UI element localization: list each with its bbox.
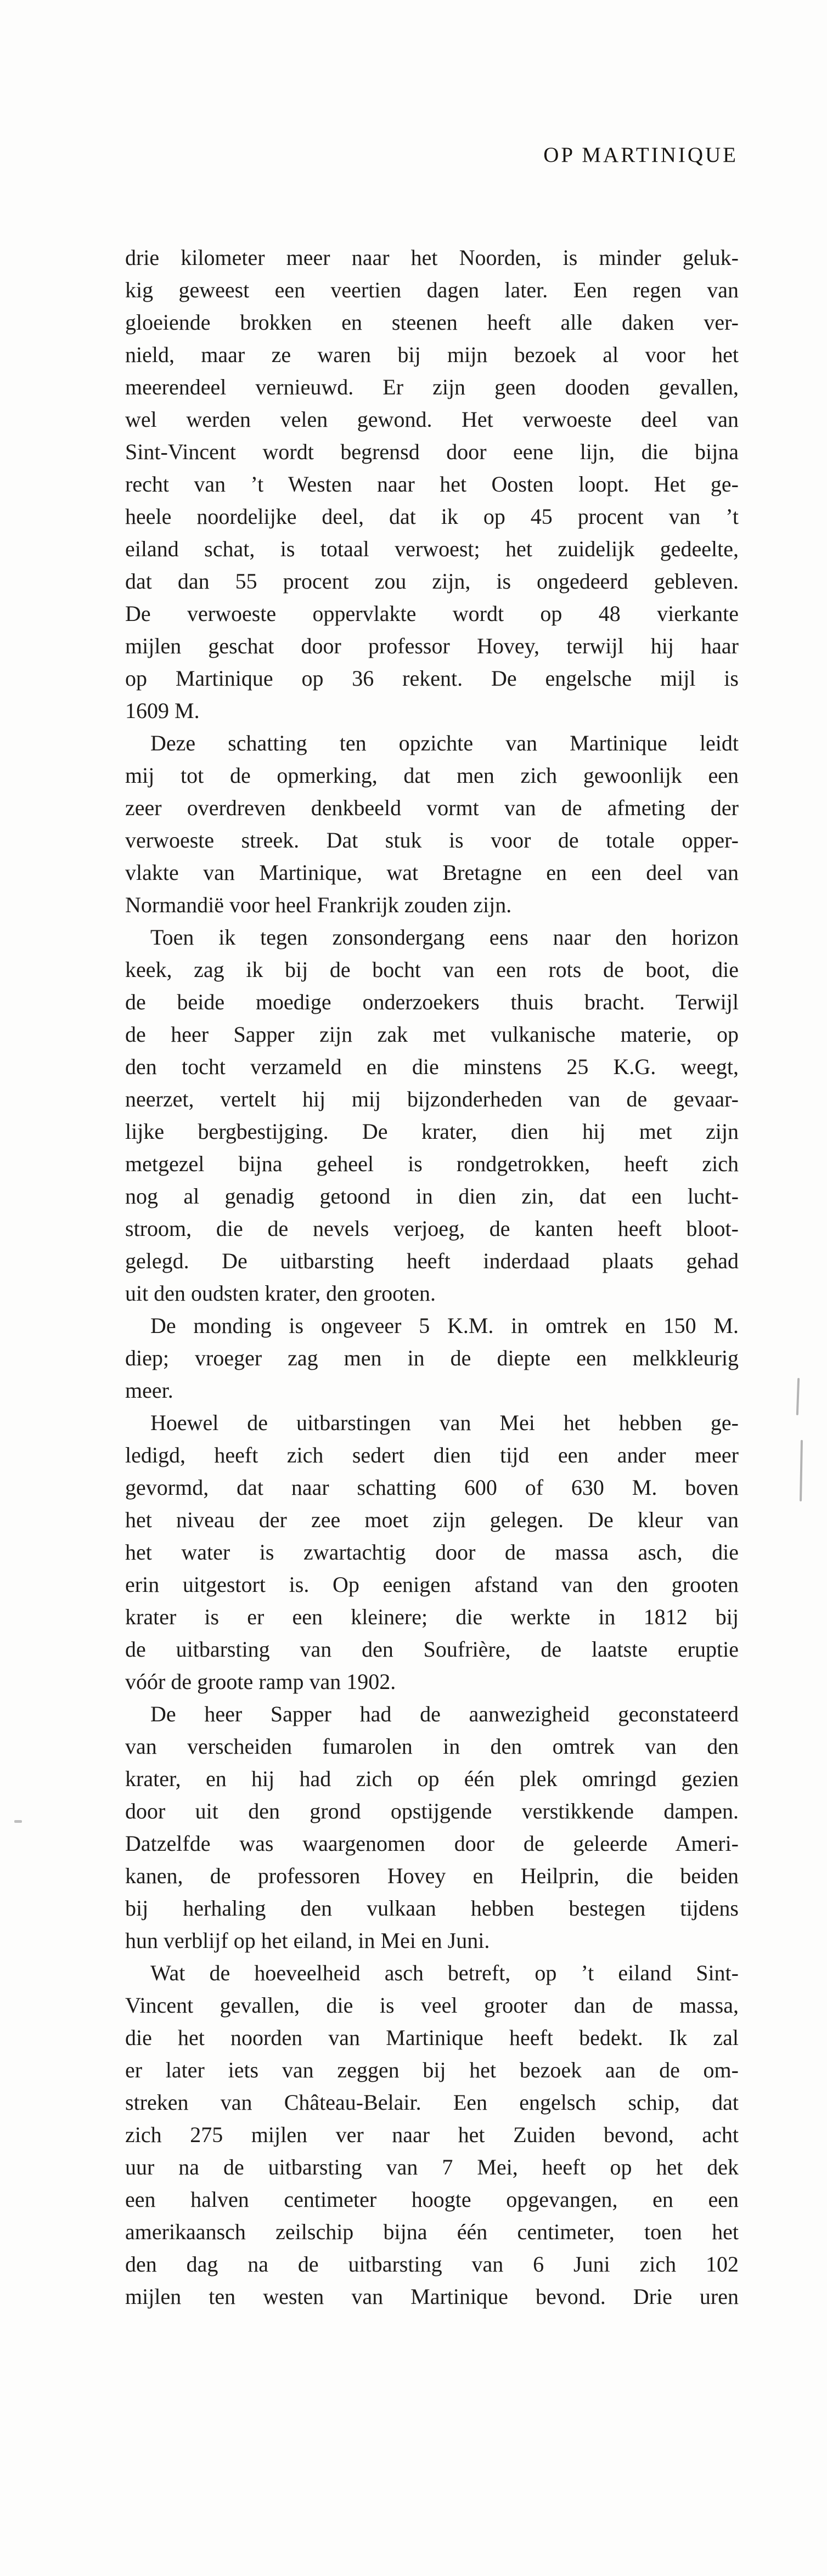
text-line: meer. [125,1378,173,1403]
text-line: De heer Sapper had de aanwezigheid geconstateerd [150,1702,739,1726]
text-line: Wat de hoeveelheid asch betreft, op ’t eiland Sint- [150,1961,739,1985]
text-line: dat dan 55 procent zou zijn, is ongedeerd gebleven. [125,569,739,594]
text-line: kanen, de professoren Hovey en Heilprin, die beiden [125,1863,739,1888]
text-line: mijlen geschat door professor Hovey, terwijl hij haar [125,634,739,658]
text-line: op Martinique op 36 rekent. De engelsche mijl is [125,666,739,691]
text-line: Toen ik tegen zonsondergang eens naar den horizon [150,925,739,950]
margin-pencil-mark [796,1378,800,1415]
text-line: De monding is ongeveer 5 K.M. in omtrek en 150 M. [150,1313,739,1338]
text-line: hun verblijf op het eiland, in Mei en Juni. [125,1928,490,1953]
text-line: het water is zwartachtig door de massa asch, die [125,1540,739,1564]
paragraph [125,1698,739,1957]
paragraph [125,921,739,1309]
text-line: streken van Château-Belair. Een engelsch schip, dat [125,2090,739,2115]
text-line: Normandië voor heel Frankrijk zouden zijn. [125,892,512,917]
paragraph [125,1406,739,1698]
paragraph [125,1309,739,1406]
margin-pencil-dash [14,1820,22,1823]
text-line: van verscheiden fumarolen in den omtrek van den [125,1734,739,1759]
text-line: nield, maar ze waren bij mijn bezoek al voor het [125,342,739,367]
text-line: die het noorden van Martinique heeft bedekt. Ik zal [125,2025,739,2050]
text-line: bij herhaling den vulkaan hebben bestegen tijdens [125,1896,739,1920]
text-line: nog al genadig getoond in dien zin, dat een lucht- [125,1184,739,1208]
text-line: Deze schatting ten opzichte van Martinique leidt [150,731,739,755]
text-line: vóór de groote ramp van 1902. [125,1669,396,1694]
text-line: 1609 M. [125,698,200,723]
paragraph [125,1957,739,2313]
text-line: door uit den grond opstijgende verstikkende dampen. [125,1799,739,1823]
paragraph [125,241,739,727]
text-line: gloeiende brokken en steenen heeft alle daken ver- [125,310,739,335]
paragraph [125,727,739,921]
text-line: kig geweest een veertien dagen later. Een regen van [125,278,739,302]
text-line: vlakte van Martinique, wat Bretagne en een deel van [125,860,739,885]
text-line: krater, en hij had zich op één plek omringd gezien [125,1766,739,1791]
text-line: verwoeste streek. Dat stuk is voor de totale opper- [125,828,739,852]
text-line: er later iets van zeggen bij het bezoek aan de om- [125,2058,739,2082]
text-line: meerendeel vernieuwd. Er zijn geen dooden gevallen, [125,375,739,399]
text-line: De verwoeste oppervlakte wordt op 48 vierkante [125,601,739,626]
text-line: lijke bergbestijging. De krater, dien hij met zijn [125,1119,739,1144]
text-line: uit den oudsten krater, den grooten. [125,1281,436,1306]
text-line: krater is er een kleinere; die werkte in 1812 bij [125,1605,739,1629]
text-line: amerikaansch zeilschip bijna één centimeter, toen het [125,2219,739,2244]
text-line: zeer overdreven denkbeeld vormt van de afmeting der [125,795,739,820]
text-line: de uitbarsting van den Soufrière, de laatste eruptie [125,1637,739,1662]
text-body [125,241,739,2313]
text-line: gevormd, dat naar schatting 600 of 630 M. boven [125,1475,739,1500]
text-line: erin uitgestort is. Op eenigen afstand van den grooten [125,1572,739,1597]
text-line: recht van ’t Westen naar het Oosten loopt. Het ge- [125,472,739,496]
text-line: de heer Sapper zijn zak met vulkanische materie, op [125,1022,739,1047]
text-line: drie kilometer meer naar het Noorden, is minder geluk- [125,245,739,270]
text-line: heele noordelijke deel, dat ik op 45 procent van ’t [125,504,739,529]
text-line: ledigd, heeft zich sedert dien tijd een ander meer [125,1443,739,1467]
text-line: metgezel bijna geheel is rondgetrokken, heeft zich [125,1151,739,1176]
margin-pencil-mark [800,1440,803,1501]
text-line: het niveau der zee moet zijn gelegen. De kleur van [125,1507,739,1532]
text-line: mijlen ten westen van Martinique bevond. Drie uren [125,2284,739,2309]
text-line: Hoewel de uitbarstingen van Mei het hebben ge- [150,1410,739,1435]
text-line: diep; vroeger zag men in de diepte een melkkleurig [125,1346,739,1370]
text-line: neerzet, vertelt hij mij bijzonderheden van de gevaar- [125,1087,739,1111]
text-line: Vincent gevallen, die is veel grooter dan de massa, [125,1993,739,2018]
text-line: stroom, die de nevels verjoeg, de kanten heeft bloot- [125,1216,739,1241]
text-line: keek, zag ik bij de bocht van een rots de boot, die [125,957,739,982]
text-line: wel werden velen gewond. Het verwoeste deel van [125,407,739,432]
text-line: gelegd. De uitbarsting heeft inderdaad plaats gehad [125,1249,739,1273]
text-line: Datzelfde was waargenomen door de geleerde Ameri- [125,1831,739,1856]
text-line: de beide moedige onderzoekers thuis bracht. Terwijl [125,990,739,1014]
running-header: OP MARTINIQUE [543,143,738,167]
text-line: een halven centimeter hoogte opgevangen, en een [125,2187,739,2212]
text-line: den tocht verzameld en die minstens 25 K.G. weegt, [125,1054,739,1079]
text-line: Sint-Vincent wordt begrensd door eene lijn, die bijna [125,439,739,464]
text-line: zich 275 mijlen ver naar het Zuiden bevond, acht [125,2122,739,2147]
text-line: uur na de uitbarsting van 7 Mei, heeft op het dek [125,2155,739,2179]
text-line: eiland schat, is totaal verwoest; het zuidelijk gedeelte, [125,536,739,561]
text-line: mij tot de opmerking, dat men zich gewoonlijk een [125,763,739,788]
text-line: den dag na de uitbarsting van 6 Juni zich 102 [125,2252,739,2276]
